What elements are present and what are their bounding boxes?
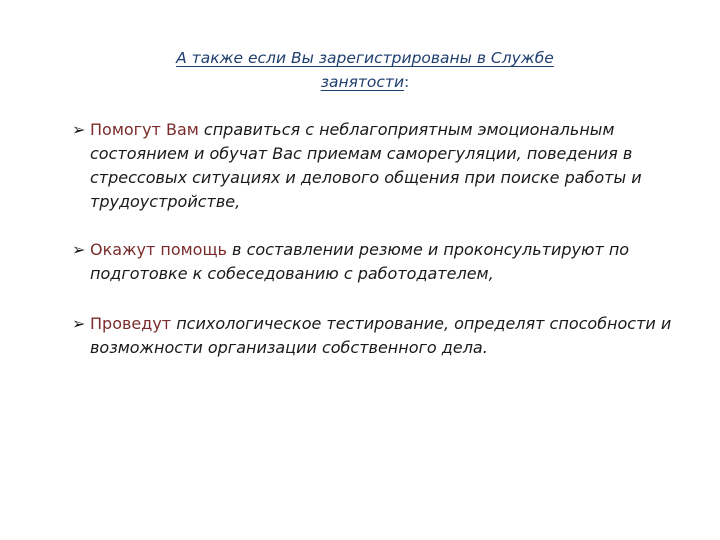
arrow-bullet-icon: ➢ bbox=[72, 314, 86, 333]
arrow-bullet-icon: ➢ bbox=[72, 240, 86, 259]
bullet-body-1: справиться с неблагоприятным эмоциональным состоянием и обучат Вас приемам саморегуляции, поведения в стрессовых ситуациях и делового общения при поиске работы и трудоустройстве, bbox=[90, 120, 642, 211]
bullet-body-2: в составлении резюме и проконсультируют по подготовке к собеседованию с работодателем, bbox=[90, 240, 630, 283]
bullet-body-3: психологическое тестирование, определят способности и возможности организации собственного дела. bbox=[90, 314, 672, 357]
bullet-item-3 bbox=[72, 312, 682, 360]
bullet-text-2 bbox=[72, 238, 682, 286]
bullet-text-3 bbox=[72, 312, 682, 360]
bullet-lead-1: Помогут Вам bbox=[90, 120, 199, 139]
bullet-text-1 bbox=[72, 118, 682, 214]
arrow-bullet-icon: ➢ bbox=[72, 120, 86, 139]
title-line-2: занятости bbox=[320, 73, 405, 91]
title-colon: : bbox=[404, 73, 410, 91]
title-line-1: А также если Вы зарегистрированы в Службе bbox=[176, 49, 554, 67]
bullet-item-1 bbox=[72, 118, 682, 214]
bullet-lead-3: Проведут bbox=[90, 314, 172, 333]
bullet-lead-2: Окажут помощь bbox=[90, 240, 227, 259]
bullet-item-2 bbox=[72, 238, 682, 286]
slide-title bbox=[150, 46, 580, 94]
